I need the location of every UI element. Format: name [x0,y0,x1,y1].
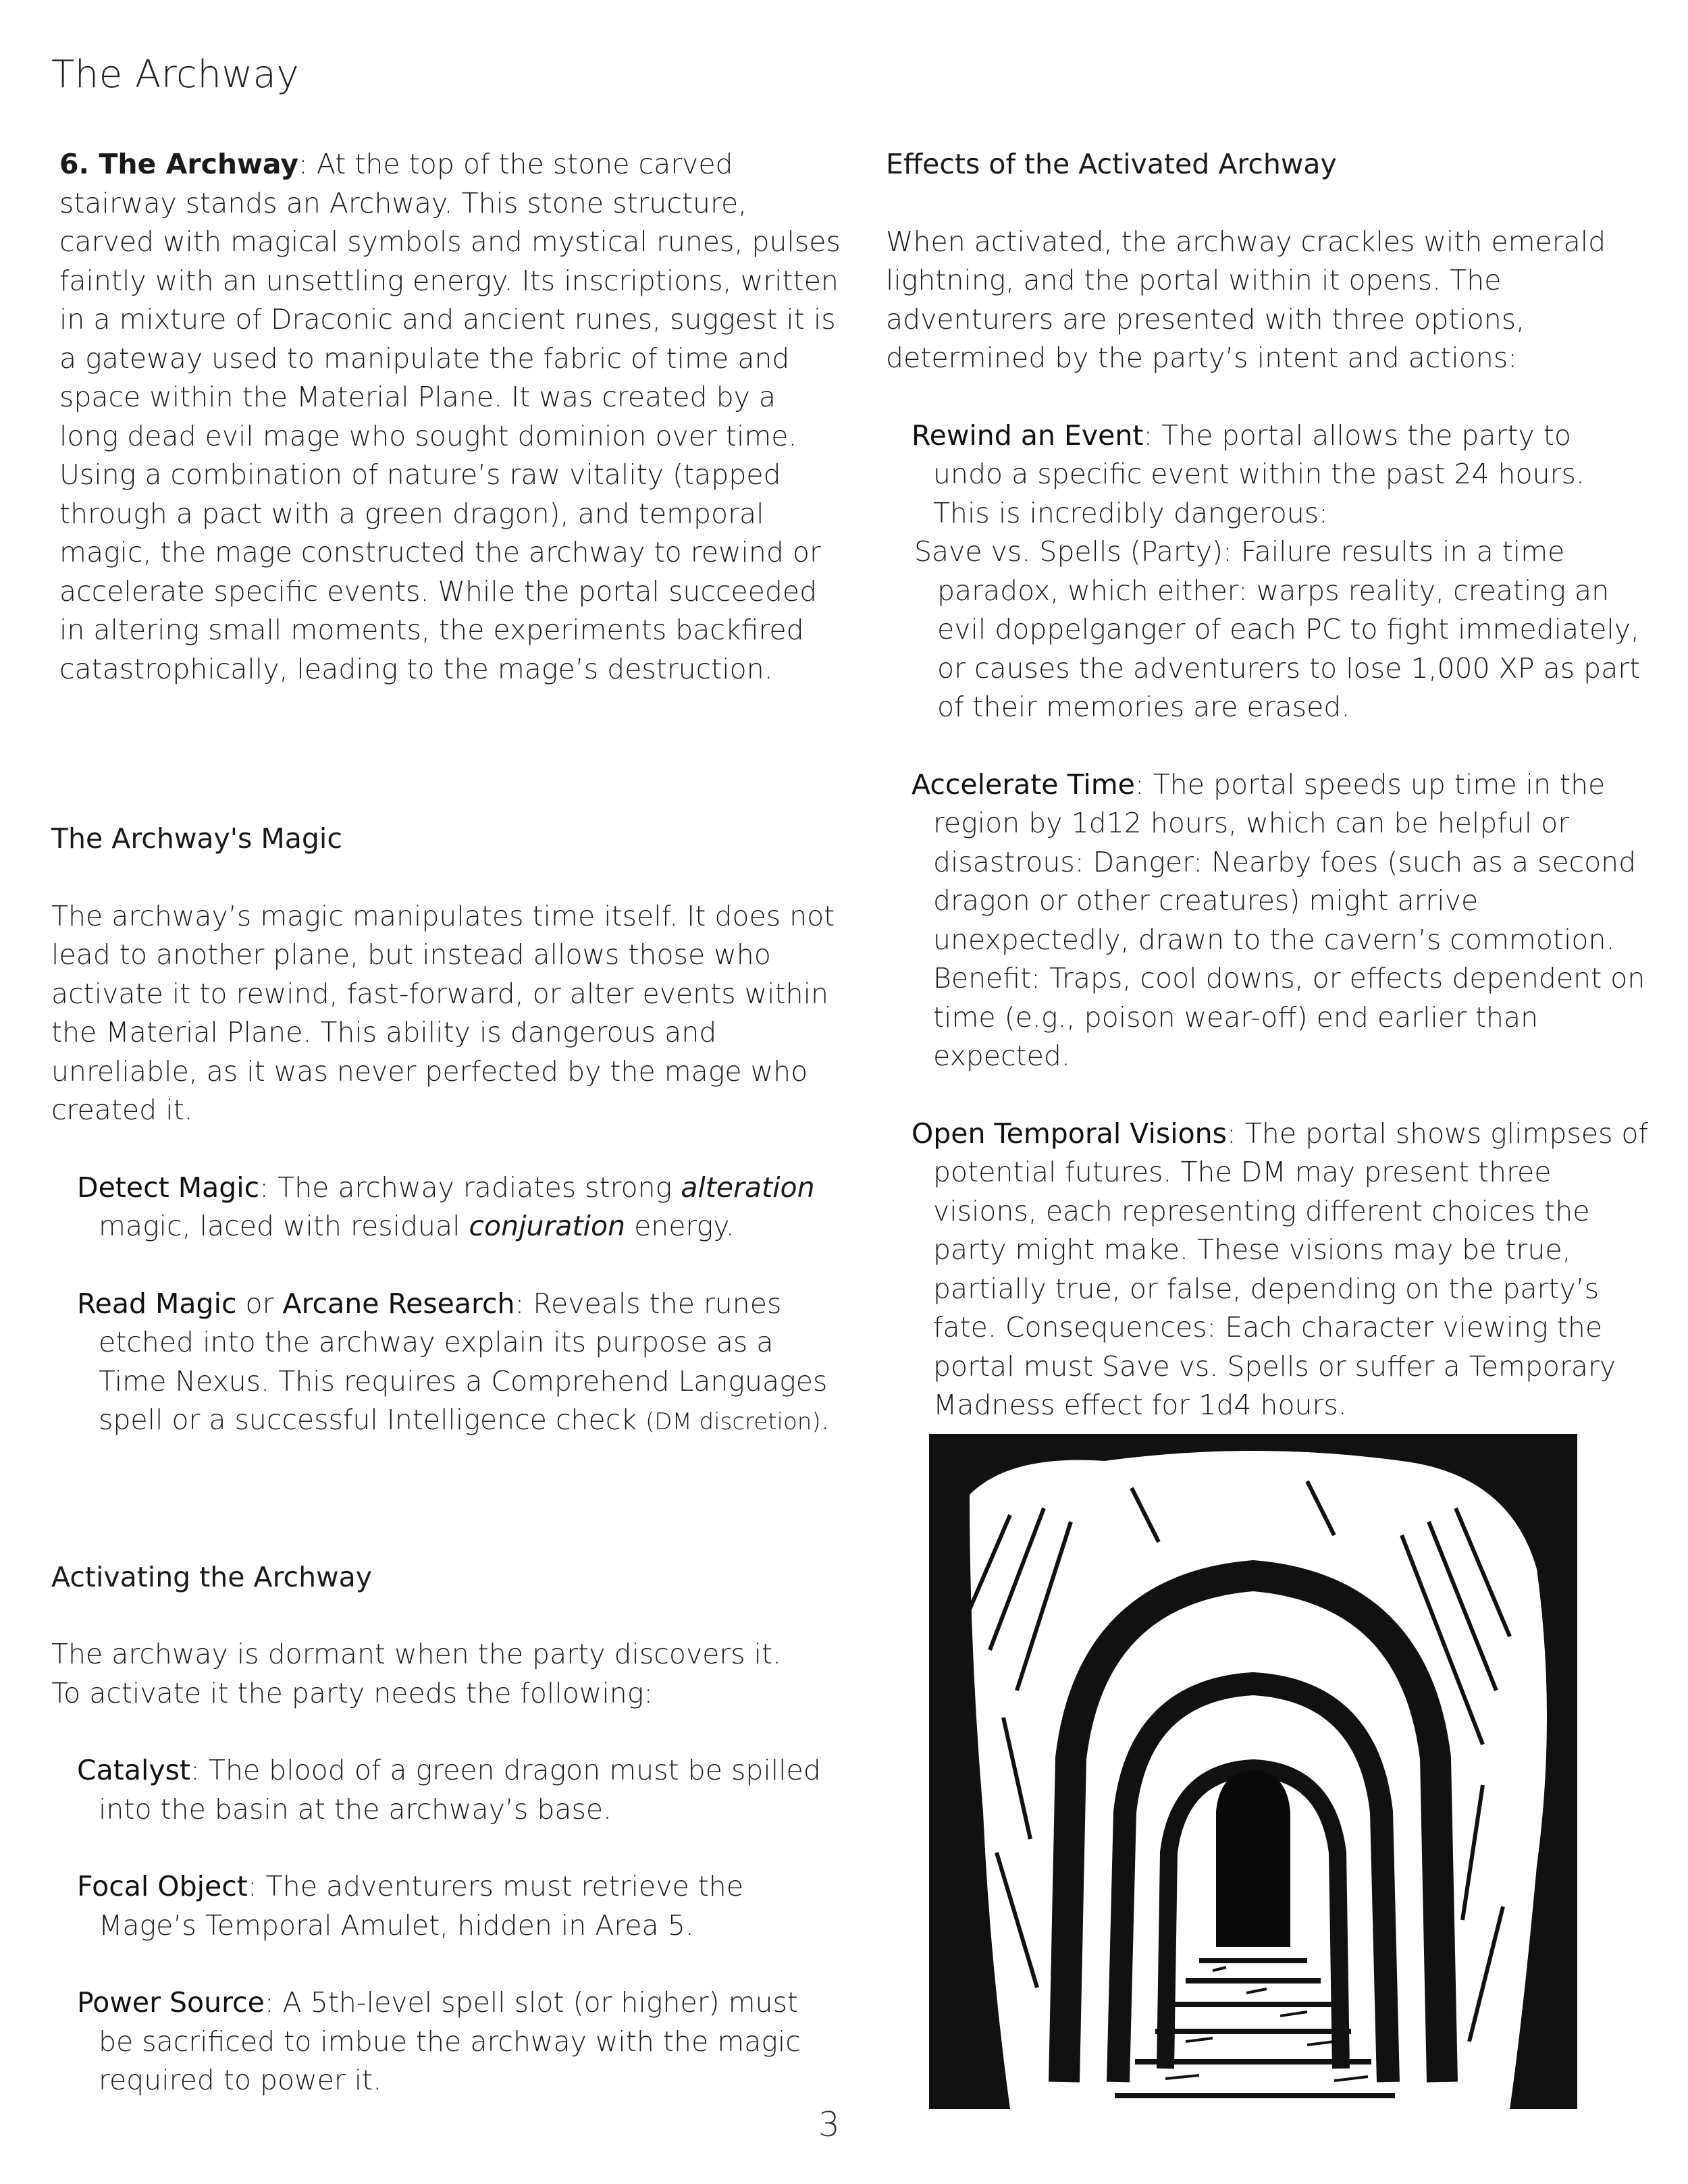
accelerate-term: Accelerate Time [912,768,1135,801]
activating-line-1: The archway is dormant when the party discovers it. [51,1638,782,1670]
page-title: The Archway [51,53,300,97]
magic-body: The archway’s magic manipulates time itself. It does not lead to another plane, but instead allows those who activate it to rewind, fast-forward, or alter events within the Material Plane. This ability is dangerous and unreliable, as it was never perfected by the mage who created it. [51,899,835,1126]
left-column [51,145,841,2100]
page-number: 3 [818,2105,840,2144]
archway-stairway-illustration [929,1434,1577,2109]
right-column [886,145,1649,1425]
dm-discretion-note: (DM discretion) [645,1408,821,1435]
read-magic-end: . [820,1404,830,1436]
focal-object-item [51,1867,841,1945]
catalyst-term: Catalyst [77,1754,191,1786]
rewind-text: : The portal allows the party to undo a specific event within the past 24 hours. This is incredibly dangerous: [933,419,1585,529]
rewind-save: Save vs. Spells (Party): Failure results in a time paradox, which either: warps reality, creating an evil doppelganger of each PC to fight immediately, or causes the adventurers to lose 1,000 XP as part of their memories are erased. [914,535,1641,723]
detect-magic-text-3: energy. [625,1210,735,1242]
effects-body: When activated, the archway crackles with emerald lightning, and the portal within it opens. The adventurers are presented with three options, determined by the party’s intent and actions: [886,225,1606,374]
focal-object-text: : The adventurers must retrieve the Mage’s Temporal Amulet, hidden in Area 5. [99,1870,744,1942]
intro-paragraph [51,145,841,689]
alteration-emphasis: alteration [681,1171,815,1204]
detect-magic-text-2: magic, laced with residual [99,1210,469,1242]
focal-object-term: Focal Object [77,1870,248,1902]
catalyst-text: : The blood of a green dragon must be spilled into the basin at the archway’s base. [99,1754,821,1826]
rewind-term: Rewind an Event [912,419,1144,452]
arcane-research-term: Arcane Research [282,1287,515,1320]
detect-magic-text: : The archway radiates strong [259,1171,681,1204]
magic-heading: The Archway's Magic [51,822,342,855]
read-magic-text: : Reveals the runes etched into the archway explain its purpose as a Time Nexus. This requires a Comprehend Languages spell or a successful Intelligence check [99,1287,828,1436]
accelerate-item [886,766,1649,1076]
rewind-item [886,417,1649,533]
power-source-term: Power Source [77,1986,265,2019]
intro-text: : At the top of the stone carved stairway stands an Archway. This stone structure, carved with magical symbols and mystical runes, pulses faintly with an unsettling energy. Its inscriptions, written in a mixture of Draconic and ancient runes, suggest it is a gateway used to manipulate the fabric of time and space within the Material Plane. It was created by a long dead evil mage who sought dominion over time. Using a combination of nature’s raw vitality (tapped through a pact with a green dragon), and temporal magic, the mage constructed the archway to rewind or accelerate specific events. While the portal succeeded in altering small moments, the experiments backfired catastrophically, leading to the mage’s destruction. [59,148,841,685]
activating-heading: Activating the Archway [51,1560,373,1593]
visions-text: : The portal shows glimpses of potential futures. The DM may present three visions, each representing different choices the party might make. These visions may be true, partially true, or false, depending on the party’s fate. Consequences: Each character viewing the portal must Save vs. Spells or suffer a Temporary Madness effect for 1d4 hours. [933,1117,1648,1421]
read-magic-term: Read Magic [77,1287,237,1320]
detect-magic-item [51,1169,841,1246]
activating-line-2: To activate it the party needs the following: [51,1676,654,1709]
effects-heading: Effects of the Activated Archway [886,148,1337,180]
conjuration-emphasis: conjuration [469,1210,626,1242]
visions-term: Open Temporal Visions [912,1117,1228,1150]
read-magic-item [51,1285,841,1442]
power-source-text: : A 5th-level spell slot (or higher) must be sacrificed to imbue the archway with the magic required to power it. [99,1986,801,2096]
intro-label: 6. The Archway [59,148,299,180]
detect-magic-term: Detect Magic [77,1171,260,1204]
visions-item [886,1115,1649,1425]
or-text: or [236,1287,283,1320]
accelerate-text: : The portal speeds up time in the region by 1d12 hours, which can be helpful or disastrous: Danger: Nearby foes (such as a second dragon or other creatures) might arrive unexpectedly, drawn to the cavern’s commotion. Benefit: Traps, cool downs, or effects dependent on time (e.g., poison wear-off) end earlier than expected. [933,768,1645,1072]
power-source-item [51,1983,841,2100]
catalyst-item [51,1751,841,1829]
